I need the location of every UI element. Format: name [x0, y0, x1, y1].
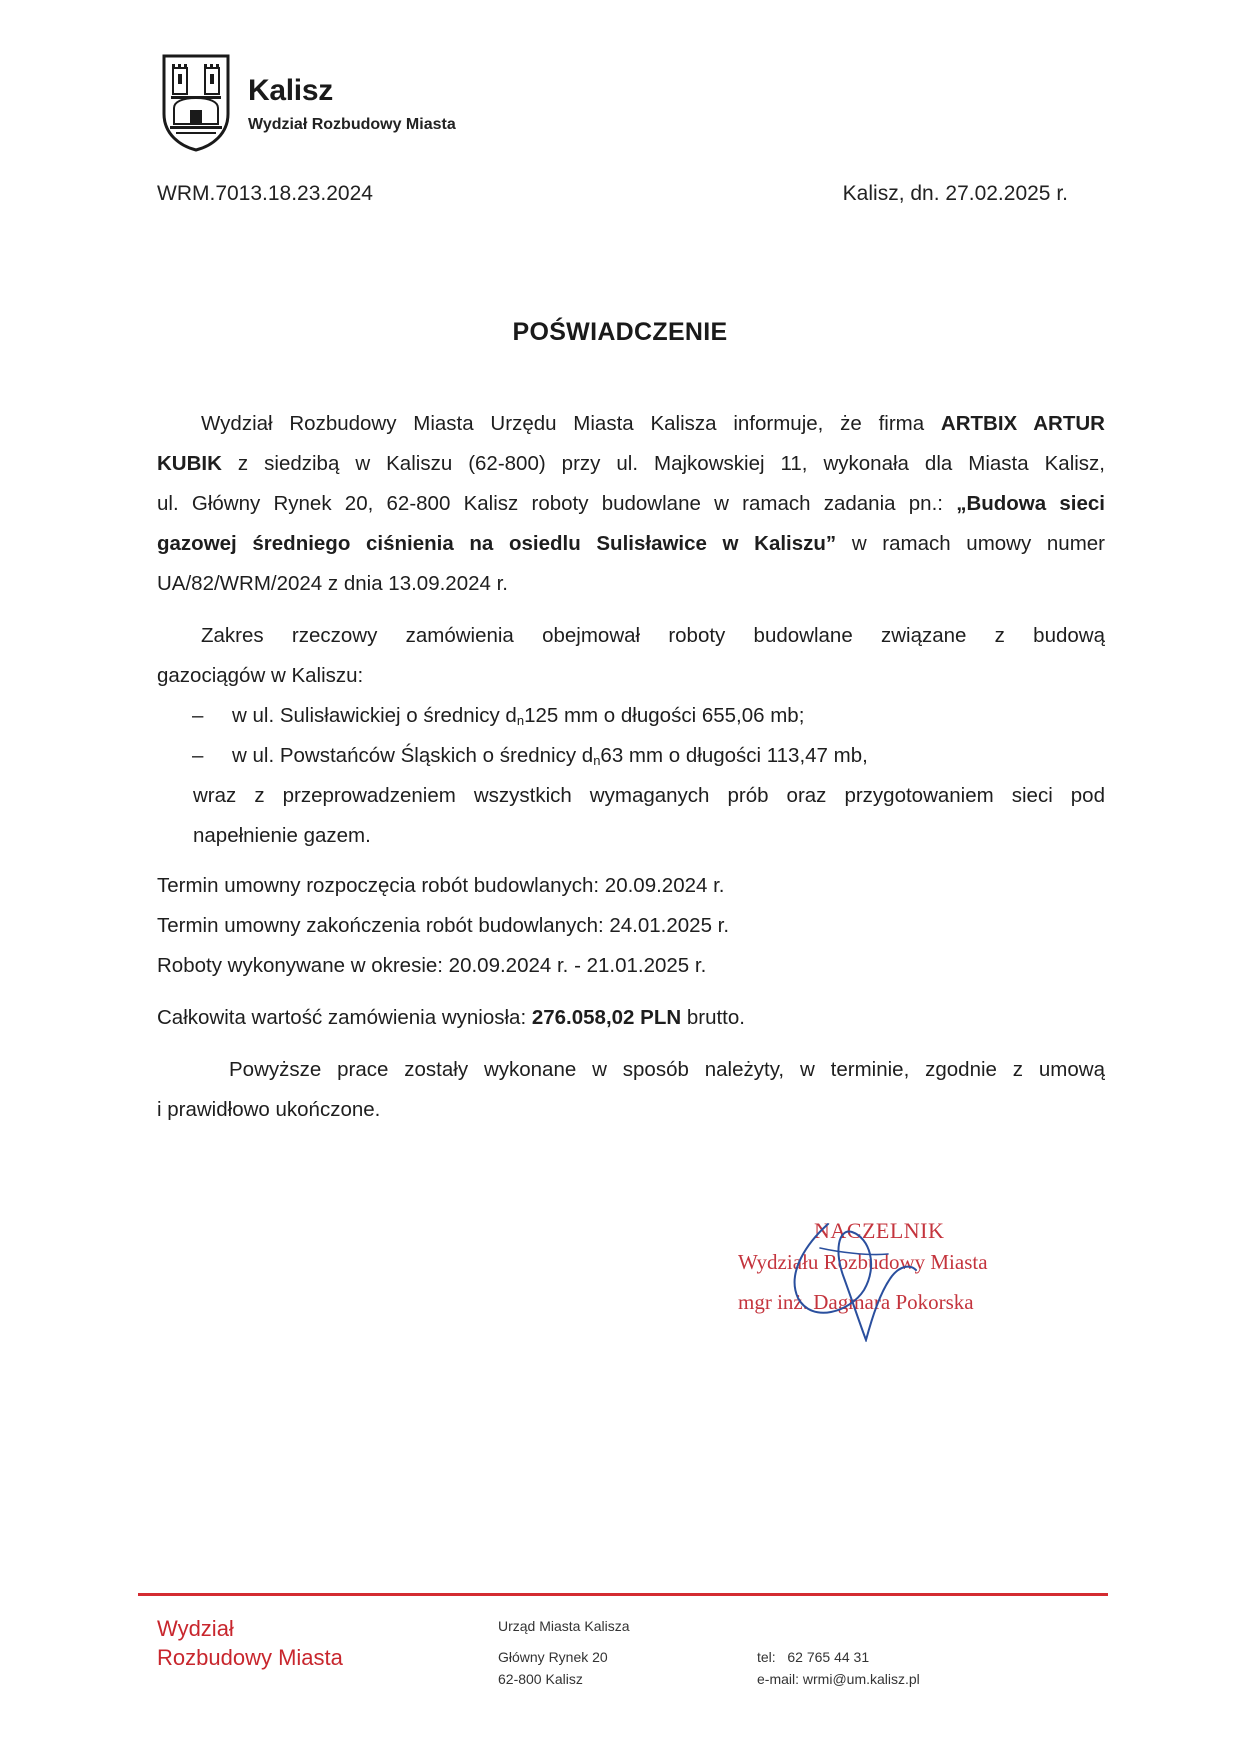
text-span: z siedzibą w Kaliszu (62-800) przy ul. Majkowskiej 11, wykonała dla Miasta Kalisz,	[221, 452, 1105, 475]
text-span: ul. Główny Rynek 20, 62-800 Kalisz roboty budowlane w ramach zadania pn.:	[157, 492, 957, 515]
closing-line-1: Powyższe prace zostały wykonane w sposób należyty, w terminie, zgodnie z umową	[229, 1058, 1105, 1081]
footer-street: Główny Rynek 20	[498, 1649, 608, 1665]
contract-amount: 276.058,02 PLN	[531, 1006, 682, 1029]
email-address[interactable]: wrmi@um.kalisz.pl	[802, 1671, 920, 1687]
tel-label: tel:	[757, 1649, 776, 1665]
footer-department-line-1: Wydział	[157, 1616, 234, 1641]
footer-divider	[138, 1593, 1108, 1596]
text-span: Wydział Rozbudowy Miasta Urzędu Miasta Kalisza informuje, że firma	[201, 412, 941, 435]
task-name-part-2: gazowej średniego ciśnienia na osiedlu Sulisławice w Kaliszu”	[157, 532, 837, 555]
kalisz-crest-icon	[160, 52, 232, 152]
subscript: n	[593, 753, 601, 768]
work-period: Roboty wykonywane w okresie: 20.09.2024 r. - 21.01.2025 r.	[157, 954, 707, 977]
text-span: 125 mm o długości 655,06 mb;	[524, 704, 805, 727]
stamp-name: mgr inż. Dagmara Pokorska	[738, 1290, 974, 1314]
list-dash: –	[192, 704, 204, 727]
email-label: e-mail:	[757, 1671, 800, 1687]
official-stamp	[728, 1218, 1028, 1338]
tel-number: 62 765 44 31	[787, 1649, 870, 1665]
footer-department-line-2: Rozbudowy Miasta	[157, 1645, 343, 1670]
footer-postal: 62-800 Kalisz	[498, 1671, 583, 1687]
paragraph-1-line-1	[157, 412, 1105, 440]
stamp-department: Wydziału Rozbudowy Miasta	[738, 1250, 988, 1274]
paragraph-1-line-5: UA/82/WRM/2024 z dnia 13.09.2024 r.	[157, 572, 508, 595]
footer-office: Urząd Miasta Kalisza	[498, 1618, 630, 1634]
handwritten-signature-icon	[768, 1212, 968, 1342]
company-name-part-1: ARTBIX ARTUR	[940, 412, 1105, 435]
term-end: Termin umowny zakończenia robót budowlanych: 24.01.2025 r.	[157, 914, 730, 937]
list-dash: –	[192, 744, 204, 767]
footer-email	[757, 1671, 920, 1687]
paragraph-1-line-4	[157, 532, 1105, 560]
paragraph-2-line-2: gazociągów w Kaliszu:	[157, 664, 364, 687]
text-span: w ramach umowy numer	[836, 532, 1105, 555]
footer-tel	[757, 1649, 869, 1665]
paragraph-1-line-3	[157, 492, 1105, 520]
logo-city-name: Kalisz	[248, 74, 333, 107]
paragraph-1-line-2	[157, 452, 1105, 480]
text-span: brutto.	[681, 1006, 745, 1029]
closing-line-2: i prawidłowo ukończone.	[157, 1098, 381, 1121]
contract-value	[157, 1006, 1105, 1030]
text-span: w ul. Powstańców Śląskich o średnicy d	[232, 744, 594, 767]
place-date: Kalisz, dn. 27.02.2025 r.	[842, 182, 1068, 205]
list-item	[232, 744, 868, 768]
document-title: POŚWIADCZENIE	[512, 318, 728, 346]
paragraph-2-line-4: napełnienie gazem.	[193, 824, 371, 847]
text-span: 63 mm o długości 113,47 mb,	[600, 744, 868, 767]
task-name-part-1: „Budowa sieci	[956, 492, 1105, 515]
stamp-title: NACZELNIK	[814, 1218, 945, 1243]
company-name-part-2: KUBIK	[157, 452, 222, 475]
subscript: n	[516, 713, 525, 728]
logo-department-name: Wydział Rozbudowy Miasta	[248, 116, 456, 133]
reference-number: WRM.7013.18.23.2024	[157, 182, 373, 205]
text-span: w ul. Sulisławickiej o średnicy d	[232, 704, 517, 727]
paragraph-2-line-1: Zakres rzeczowy zamówienia obejmował roboty budowlane związane z budową	[201, 624, 1105, 647]
term-start: Termin umowny rozpoczęcia robót budowlanych: 20.09.2024 r.	[157, 874, 725, 897]
paragraph-2-line-3: wraz z przeprowadzeniem wszystkich wymaganych prób oraz przygotowaniem sieci pod	[193, 784, 1105, 807]
text-span: Całkowita wartość zamówienia wyniosła:	[157, 1006, 532, 1029]
list-item	[232, 704, 804, 728]
